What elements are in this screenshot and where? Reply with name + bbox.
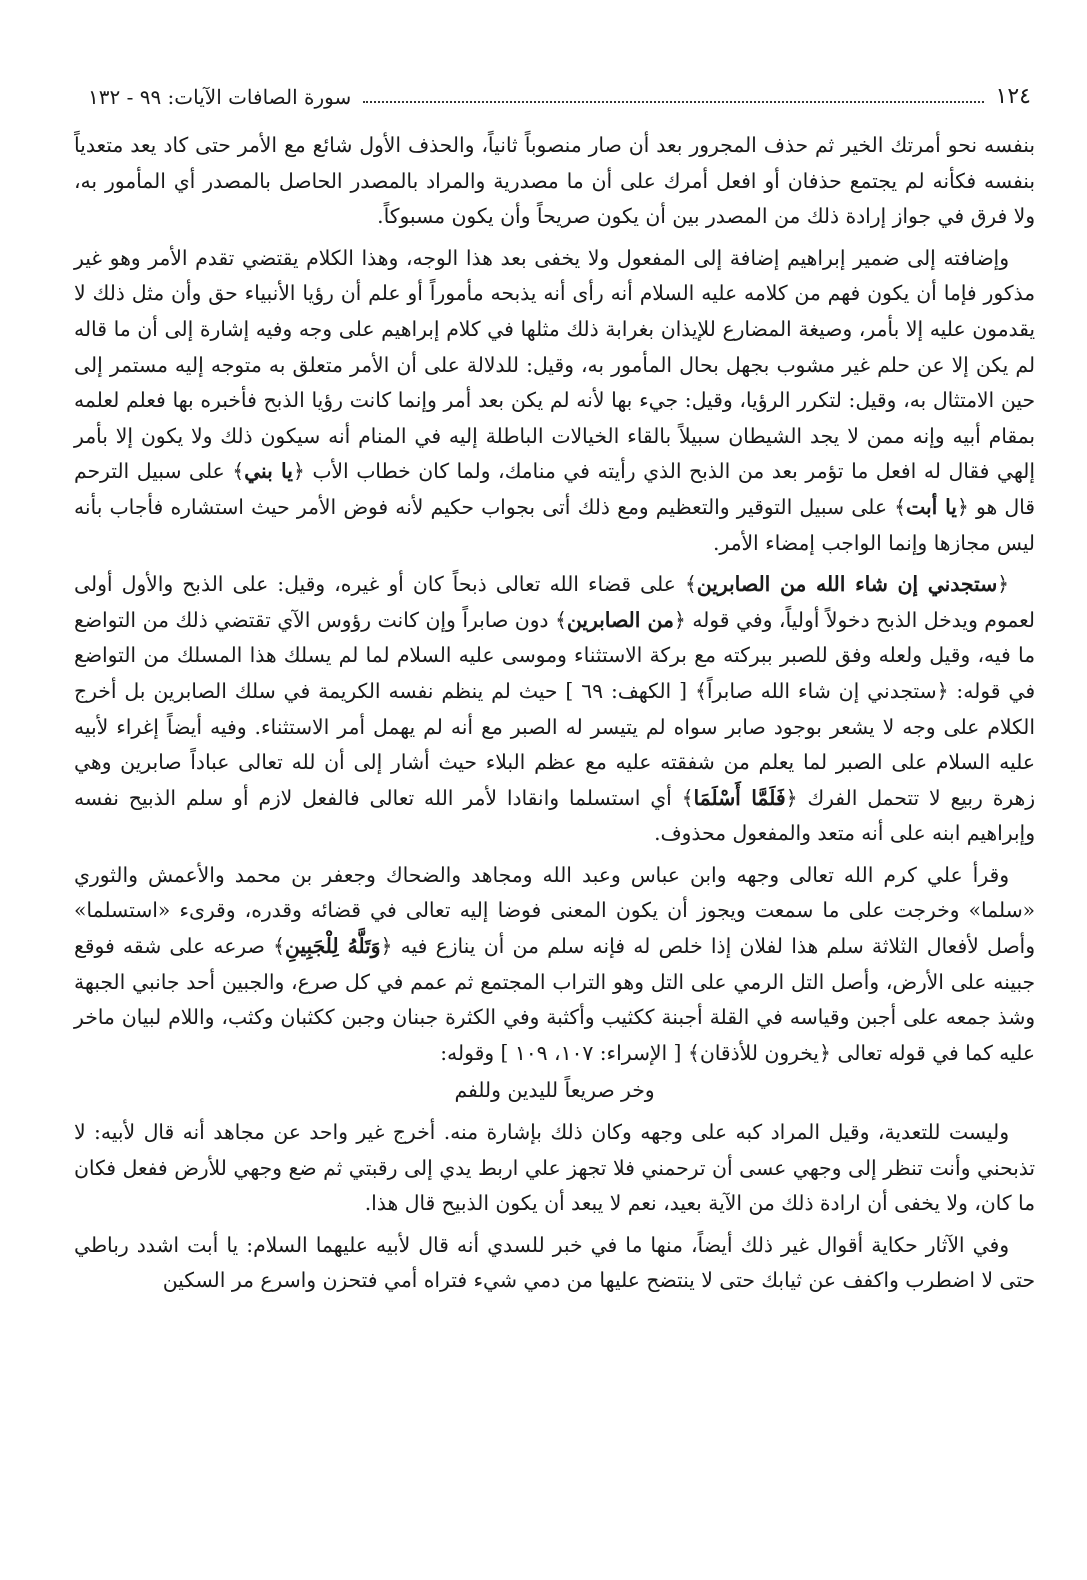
paragraph-3-text-3: حيث لم ينظم نفسه الكريمة في سلك الصابرين بل أخرج الكلام على وجه لا يشعر بوجود صابر سواه لم يتيسر له الصبر مع أنه لم يهمل أمر الاستثناء. وفيه أيضاً إغراء لأبيه عليه السلام على الصبر لما يعلم من شفقته عليه مع عظم البلاء حيث أشار إلى أن لله تعالى عباداً صابرين وهي زهرة ربيع لا تتحمل الفرك [74, 678, 1036, 810]
page-number: ١٢٤ [995, 84, 1031, 109]
quran-quote-wa-tallahu: ﴿وَتَلَّهُ لِلْجَبِينِ﴾ [273, 934, 393, 959]
quran-quote-yakhirruna: ﴿يخرون للأذقان﴾ [687, 1040, 831, 1065]
paragraph-3 [74, 567, 1035, 852]
paragraph-2-text-2: على سبيل الترحم قال هو [74, 459, 1035, 519]
verse-reference-isra: [ الإسراء: ١٠٧، ١٠٩ ] [500, 1040, 682, 1065]
quran-quote-ya-abati: ﴿يا أبت﴾ [894, 494, 969, 519]
paragraph-3-text-4: أي استسلما وانقادا لأمر الله تعالى فالفعل لازم أو سلم الذبيح نفسه وإبراهيم ابنه على أنه متعد والمفعول محذوف. [74, 785, 1035, 846]
surah-title: سورة الصافات الآيات: ٩٩ - ١٣٢ [88, 85, 352, 109]
header-dotted-leader [363, 101, 983, 103]
paragraph-4 [74, 858, 1035, 1072]
running-header [88, 84, 1031, 109]
paragraph-5: وليست للتعدية، وقيل المراد كبه على وجهه وكان ذلك بإشارة منه. أخرج غير واحد عن مجاهد أنه قال لأبيه: لا تذبحني وأنت تنظر إلى وجهي عسى أن ترحمني فلا تجهز علي اربط يدي إلى رقبتي ثم ضع وجهي للأرض ففعل فكان ما كان، ولا يخفى أن ارادة ذلك من الآية بعيد، نعم لا يبعد أن يكون الذبيح قال هذا. [74, 1120, 1035, 1216]
page-body [74, 128, 1035, 1299]
paragraph-4-text-3: وقوله: [440, 1040, 495, 1065]
poetry-verse: وخر صريعاً لليدين وللفم [454, 1078, 655, 1103]
paragraph-4-text-2: صرعه على شقه فوقع جبينه على الأرض، وأصل التل الرمي على التل وهو التراب المجتمع ثم عمم في كل صرع، والجبين أحد جانبي الجبهة وشذ جمعه على أجبن وقياسه في القلة أجبنة ككثيب وأكثبة وفي الكثرة جبنان وجبن ككثبان وكثب، واللام لبيان ماخر عليه كما في قوله تعالى [74, 934, 1035, 1065]
quran-quote-ya-bunayya: ﴿يا بني﴾ [232, 459, 305, 484]
verse-reference-kahf: [ الكهف: ٦٩ ] [565, 678, 687, 703]
paragraph-3-text-1: على قضاء الله تعالى ذبحاً كان أو غيره، وقيل: على الذبح والأول أولى لعموم ويدخل الذبح دخولاً أولياً، وفي قوله [74, 572, 1035, 632]
paragraph-3-text-2: دون صابراً وإن كانت رؤوس الآي تقتضي ذلك من التواضع ما فيه، وقيل ولعله وفق للصبر ببركته مع بركة الاستثناء وموسى عليه السلام لما لم يسلك هذا المسلك من التواضع في قوله: [74, 607, 1036, 703]
quran-quote-falamma-aslama: ﴿فَلَمَّا أَسْلَمَا﴾ [681, 785, 798, 810]
paragraph-1: بنفسه نحو أمرتك الخير ثم حذف المجرور بعد أن صار منصوباً ثانياً، والحذف الأول شائع مع الأمر حتى كاد يعد متعدياً بنفسه فكأنه لم يجتمع حذفان أو افعل أمرك على أن ما مصدرية والمراد بالمصدر الحاصل بالمصدر أي المأمور به، ولا فرق في جواز إرادة ذلك من المصدر بين أن يكون صريحاً وأن يكون مسبوكاً. [74, 133, 1035, 229]
paragraph-4-text-1: وقرأ علي كرم الله تعالى وجهه وابن عباس وعبد الله ومجاهد والضحاك وجعفر بن محمد والأعمش والثوري «سلما» وخرجت على ما سمعت ويجوز أن يكون المعنى فوضا إليه تعالى في قضائه وقدره، وقرىء «استسلما» وأصل لأفعال الثلاثة سلم هذا لفلان إذا خلص له فإنه سلم من أن ينازع فيه [74, 862, 1035, 959]
quran-quote-min-assabirin: ﴿من الصابرين﴾ [554, 607, 686, 632]
paragraph-2 [74, 241, 1035, 561]
quran-quote-sabiran: ﴿ستجدني إن شاء الله صابراً﴾ [694, 678, 949, 703]
paragraph-2-text-3: على سبيل التوقير والتعظيم ومع ذلك أتى بجواب حكيم لأنه فوض الأمر حيث استشاره فأجاب بأنه ليس مجازها وإنما الواجب إمضاء الأمر. [74, 494, 1035, 555]
quran-quote-satajiduni: ﴿ستجدني إن شاء الله من الصابرين﴾ [684, 572, 1009, 597]
paragraph-6: وفي الآثار حكاية أقوال غير ذلك أيضاً، منها ما في خبر للسدي أنه قال لأبيه عليهما السلام: يا أبت اشدد رباطي حتى لا اضطرب واكفف عن ثيابك حتى لا ينتضح عليها من دمي شيء فتراه أمي فتحزن واسرع مر السكين [74, 1232, 1035, 1293]
paragraph-2-text-1: وإضافته إلى ضمير إبراهيم إضافة إلى المفعول ولا يخفى بعد هذا الوجه، وهذا الكلام يقتضي تقدم الأمر وهو غير مذكور فإما أن يكون فهم من كلامه عليه السلام أنه رأى أنه يذبحه مأموراً أو علم أن رؤيا الأنبياء حق وأن مثل ذلك لا يقدمون عليه إلا بأمر، وصيغة المضارع للإيذان بغرابة ذلك مثلها في كلام إبراهيم على وجه وفيه إشارة إلى أن ما قاله لم يكن إلا عن حلم غير مشوب بجهل بحال المأمور به، وقيل: للدلالة على أن الأمر متعلق به متوجه إليه مستمر إلى حين الامتثال به، وقيل: لتكرر الرؤيا، وقيل: جيء بها لأنه لم يكن بعد أمر وإنما كانت رؤيا الذبح فأخبره بها فعلم لعلمه بمقام أبيه وإنه ممن لا يجد الشيطان سبيلاً بالقاء الخيالات الباطلة إليه في المنام أنه سيكون ذلك ولا يكون إلا بأمر إلهي فقال له افعل ما تؤمر بعد من الذبح الذي رأيته في منامك، ولما كان خطاب الأب [74, 245, 1035, 484]
